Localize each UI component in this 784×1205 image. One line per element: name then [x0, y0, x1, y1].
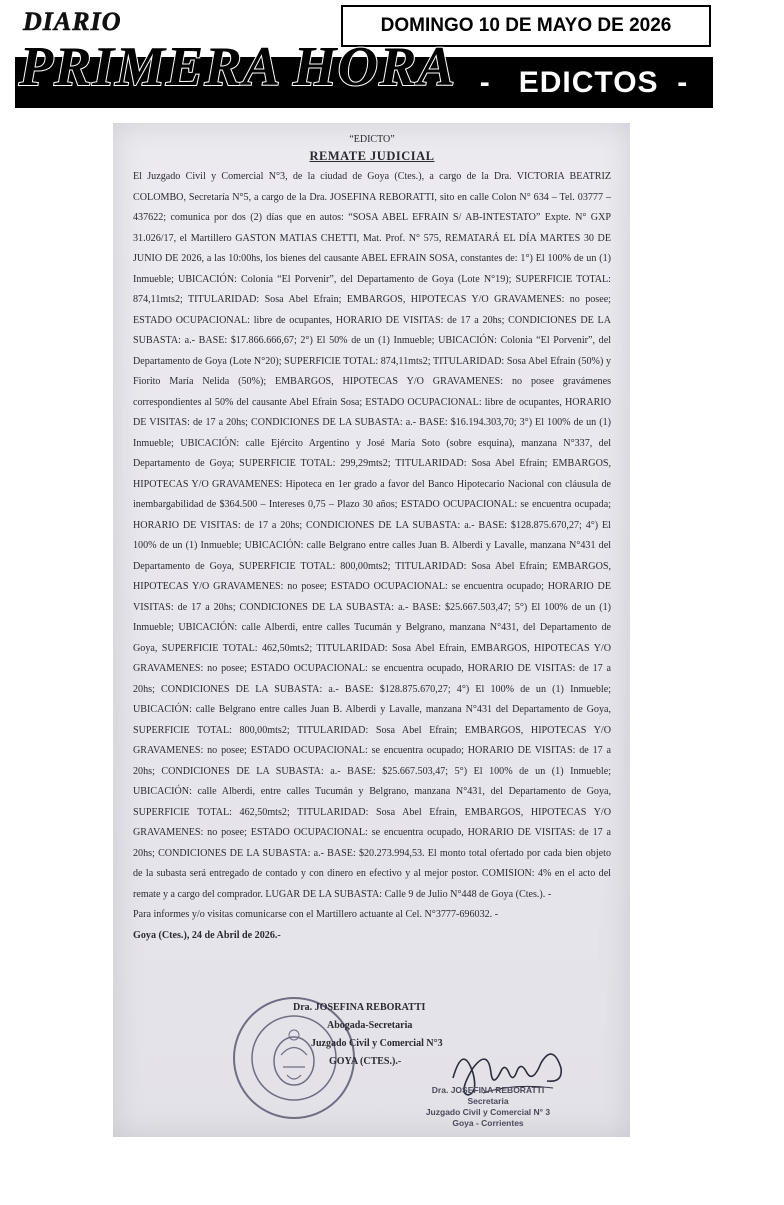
signatory-role: Abogada-Secretaria: [327, 1020, 413, 1031]
signatory-name: Dra. JOSEFINA REBORATTI: [293, 1002, 426, 1013]
signatory-city: GOYA (CTES.).-: [329, 1056, 402, 1067]
scanned-edict: [113, 123, 630, 1137]
signatory-block: [293, 999, 443, 1071]
stamp-line: Dra. JOSEFINA REBORATTI: [431, 1085, 545, 1095]
stamp-line: Secretaria: [467, 1096, 509, 1106]
edict-title: REMATE JUDICIAL: [309, 149, 435, 163]
edict-document: [133, 131, 611, 946]
edict-contact: Para informes y/o visitas comunicarse con el Martillero actuante al Cel. N°3777-696032. -: [133, 909, 499, 920]
edict-date: Goya (Ctes.), 24 de Abril de 2026.-: [133, 929, 281, 941]
newspaper-name-top: DIARIO: [23, 7, 122, 36]
stamp-line: Goya - Corrientes: [452, 1118, 524, 1128]
signatory-court: Juzgado Civil y Comercial N°3: [311, 1038, 443, 1049]
edict-heading: “EDICTO”: [349, 134, 395, 145]
secretary-stamp: [413, 1085, 563, 1129]
section-label: - EDICTOS -: [479, 65, 689, 99]
edict-body: El Juzgado Civil y Comercial N°3, de la ciudad de Goya (Ctes.), a cargo de la Dra. VICTORIA BEATRIZ COLOMBO, Secretaría N°5, a cargo de la Dra. JOSEFINA REBORATTI, sito en calle Colon N° 634 – Tel. 03777 – 437622; comunica por dos (2) días que en autos: “SOSA ABEL EFRAIN S/ AB-INTESTATO” Expte. N° GXP 31.026/17, el Martillero GASTON MATIAS CHETTI, Mat. Prof. N° 575, REMATARÁ EL DÍA MARTES 30 DE JUNIO DE 2026, a las 10:00hs, los bienes del causante ABEL EFRAIN SOSA, constantes de: 1°) El 100% de un (1) Inmueble; UBICACIÓN: Colonia “El Porvenir”, del Departamento de Goya (Lote N°19); SUPERFICIE TOTAL: 874,11mts2; TITULARIDAD: Sosa Abel Efrain; EMBARGOS, HIPOTECAS Y/O GRAVAMENES: no posee; ESTADO OCUPACIONAL: libre de ocupantes, HORARIO DE VISITAS: de 17 a 20hs; CONDICIONES DE LA SUBASTA: a.- BASE: $17.866.666,67; 2°) El 50% de un (1) Inmueble; UBICACIÓN: Colonia “El Porvenir”, del Departamento de Goya (Lote N°20); SUPERFICIE TOTAL: 874,11mts2; TITULARIDAD: Sosa Abel Efrain (50%) y Fiorito María Nelida (50%); EMBARGOS, HIPOTECAS Y/O GRAVAMENES: no posee gravámenes correspondientes al 50% del causante Abel Efrain Sosa; ESTADO OCUPACIONAL: libre de ocupantes, HORARIO DE VISITAS: de 17 a 20hs; CONDICIONES DE LA SUBASTA: a.- BASE: $16.194.303,70; 3°) El 100% de un (1) Inmueble; UBICACIÓN: calle Ejército Argentino y José María Soto (sobre esquina), manzana N°337, del Departamento de Goya; SUPERFICIE TOTAL: 299,29mts2; TITULARIDAD: Sosa Abel Efrain; EMBARGOS, HIPOTECAS Y/O GRAVAMENES: Hipoteca en 1er grado a favor del Banco Hipotecario Nacional con cláusula de inembargabilidad de $364.500 – Intereses 0,75 – Plazo 30 años; ESTADO OCUPACIONAL: se encuentra ocupada; HORARIO DE VISITAS: de 17 a 20hs; CONDICIONES DE LA SUBASTA: a.- BASE: $128.875.670,27; 4°) El 100% de un (1) Inmueble; UBICACIÓN: calle Belgrano entre calles Juan B. Alberdi y Lavalle, manzana N°431 del Departamento de Goya, SUPERFICIE TOTAL: 800,00mts2; TITULARIDAD: Sosa Abel Efrain; EMBARGOS, HIPOTECAS Y/O GRAVAMENES: no posee; ESTADO OCUPACIONAL: se encuentra ocupado; HORARIO DE VISITAS: de 17 a 20hs; CONDICIONES DE LA SUBASTA: a.- BASE: $25.667.503,47; 5°) El 100% de un (1) Inmueble; UBICACIÓN: calle Alberdi, entre calles Tucumán y Belgrano, manzana N°431, del Departamento de Goya, SUPERFICIE TOTAL: 462,50mts2; TITULARIDAD: Sosa Abel Efrain, EMBARGOS, HIPOTECAS Y/O GRAVAMENES: no posee; ESTADO OCUPACIONAL: se encuentra ocupado, HORARIO DE VISITAS: de 17 a 20hs; CONDICIONES DE LA SUBASTA: a.- BASE: $128.875.670,27; 4°) El 100% de un (1) Inmueble; UBICACIÓN: calle Belgrano entre calles Juan B. Alberdi y Lavalle, manzana N°431 del Departamento de Goya, SUPERFICIE TOTAL: 800,00mts2; TITULARIDAD: Sosa Abel Efrain; EMBARGOS, HIPOTECAS Y/O GRAVAMENES: no posee; ESTADO OCUPACIONAL: se encuentra ocupado; HORARIO DE VISITAS: de 17 a 20hs; CONDICIONES DE LA SUBASTA: a.- BASE: $25.667.503,47; 5°) El 100% de un (1) Inmueble; UBICACIÓN: calle Alberdi, entre calles Tucumán y Belgrano, manzana N°431, del Departamento de Goya, SUPERFICIE TOTAL: 462,50mts2; TITULARIDAD: Sosa Abel Efrain, EMBARGOS, HIPOTECAS Y/O GRAVAMENES: no posee; ESTADO OCUPACIONAL: se encuentra ocupado, HORARIO DE VISITAS: de 17 a 20hs; CONDICIONES DE LA SUBASTA: a.- BASE: $20.273.994,53. El monto total ofertado por cada bien objeto de la subasta será entregado de contado y con dinero en efectivo y al mejor postor. COMISION: 4% en el acto del remate y a cargo del comprador. LUGAR DE LA SUBASTA: Calle 9 de Julio N°448 de Goya (Ctes.). -: [133, 171, 611, 900]
publication-date: DOMINGO 10 DE MAYO DE 2026: [341, 5, 711, 47]
newspaper-name-main: PRIMERA HORA: [19, 36, 456, 98]
masthead: [15, 5, 713, 108]
stamp-line: Juzgado Civil y Comercial N° 3: [425, 1107, 551, 1117]
